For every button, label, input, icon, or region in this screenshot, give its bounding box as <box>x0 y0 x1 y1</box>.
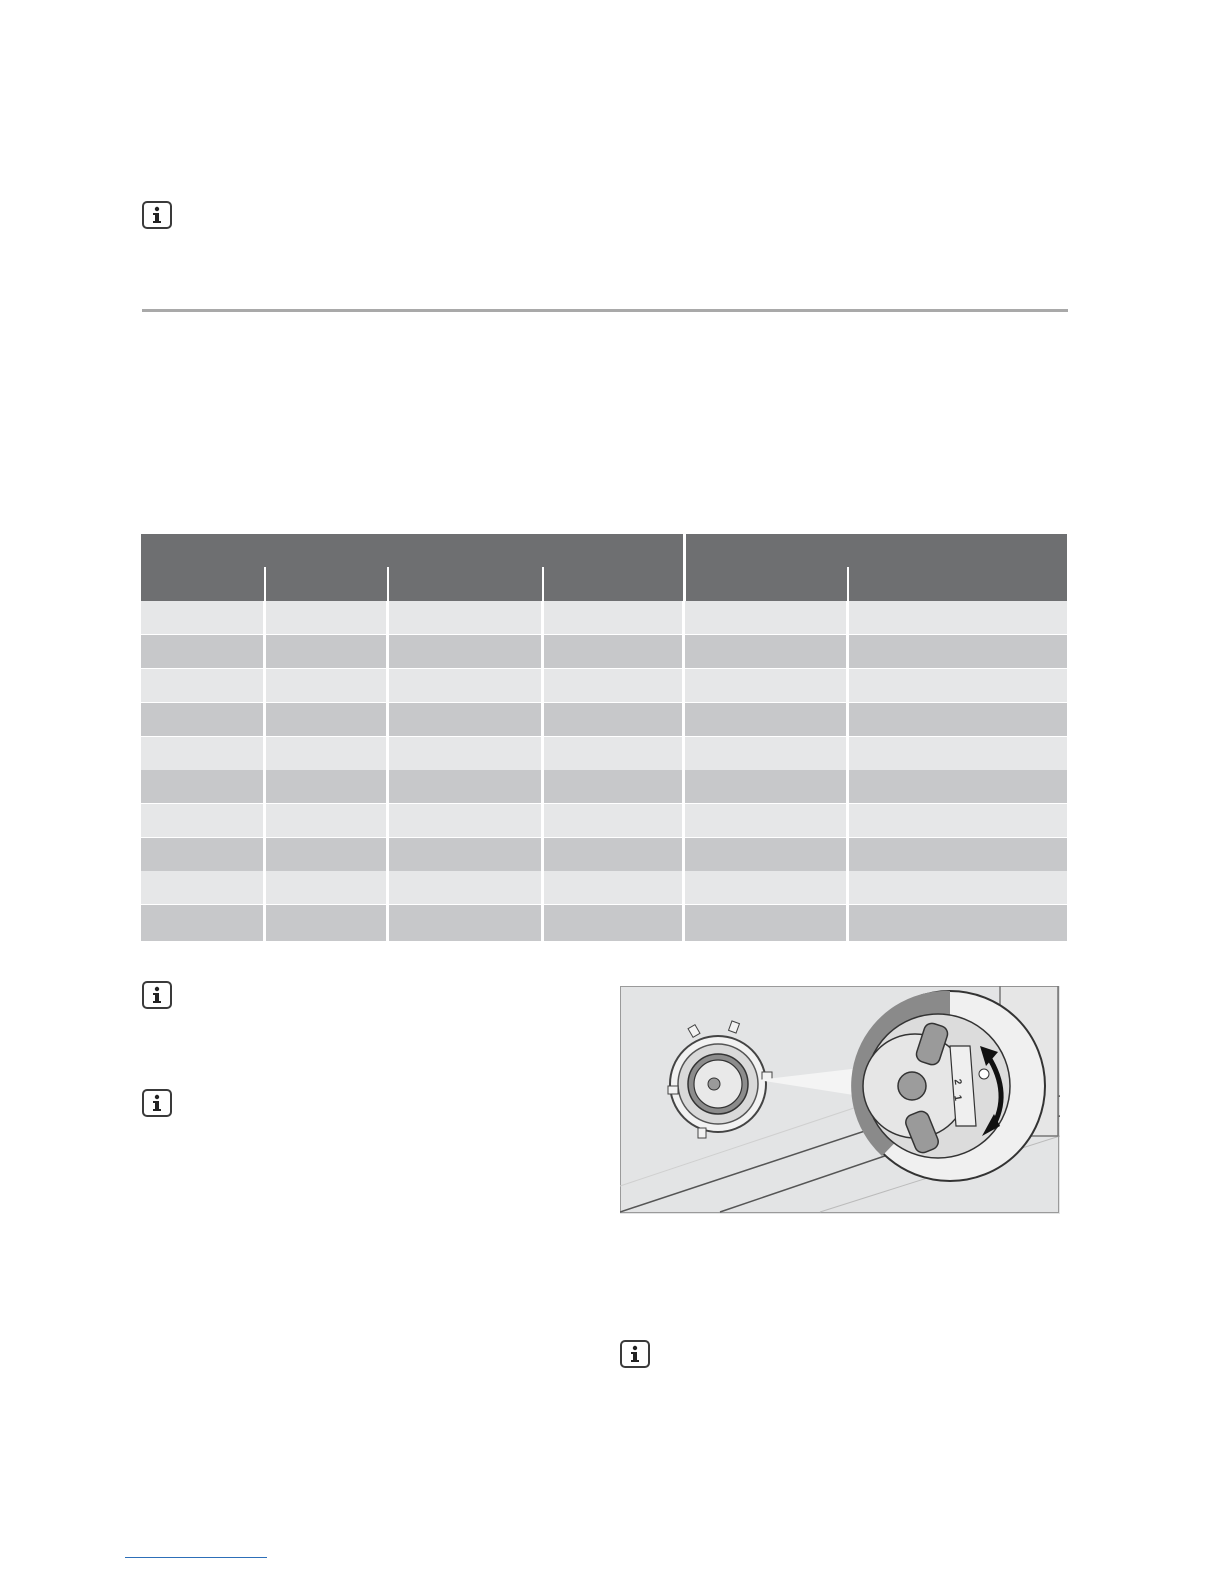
table-header <box>141 534 1067 601</box>
column-divider <box>541 601 544 941</box>
header-group-divider <box>683 534 686 601</box>
column-divider <box>386 601 389 941</box>
header-sub-divider <box>847 567 849 601</box>
header-sub-divider <box>264 567 266 601</box>
column-divider <box>846 601 849 941</box>
info-icon <box>142 1089 172 1117</box>
table-row <box>141 905 1067 941</box>
table-row <box>141 703 1067 736</box>
large-dial <box>851 991 1045 1181</box>
data-table <box>141 534 1067 941</box>
svg-text:2: 2 <box>951 1078 964 1086</box>
info-icon <box>620 1340 650 1368</box>
svg-text:1: 1 <box>951 1094 964 1102</box>
info-icon <box>142 201 172 229</box>
table-row <box>141 770 1067 803</box>
column-divider <box>682 601 685 941</box>
table-row <box>141 601 1067 634</box>
header-sub-divider <box>542 567 544 601</box>
column-divider <box>263 601 266 941</box>
info-icon <box>142 981 172 1009</box>
section-divider <box>142 309 1068 312</box>
table-row <box>141 635 1067 668</box>
table-row <box>141 737 1067 770</box>
footer-link-underline[interactable] <box>125 1557 267 1558</box>
table-row <box>141 871 1067 904</box>
table-row <box>141 669 1067 702</box>
dial-illustration <box>620 986 1060 1214</box>
header-sub-divider <box>387 567 389 601</box>
table-row <box>141 804 1067 837</box>
table-row <box>141 838 1067 871</box>
